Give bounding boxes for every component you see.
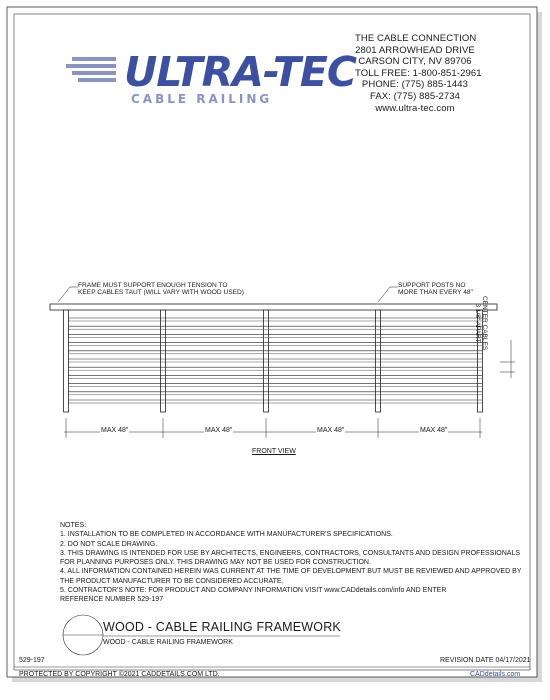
note-item: 1. INSTALLATION TO BE COMPLETED IN ACCORDANCE WITH MANUFACTURER'S SPECIFICATIONS.: [60, 531, 393, 539]
note-item: 3. THIS DRAWING IS INTENDED FOR USE BY ARCHITECTS, ENGINEERS, CONTRACTORS, CONSULTANTS AND DESIGN PROFESSIONALS: [60, 549, 520, 557]
note-item: 4. ALL INFORMATION CONTAINED HEREIN WAS CURRENT AT THE TIME OF DEVELOPMENT BUT MUST BE REVIEWED AND APPROVED BY: [60, 568, 522, 576]
support-post: [376, 310, 381, 412]
dimension-bay-3: MAX 48": [317, 427, 345, 434]
company-fax: FAX: (775) 885-2734: [369, 90, 461, 102]
callout-post-spacing: SUPPORT POSTS NO MORE THAN EVERY 48": [398, 282, 473, 297]
note-item: REFERENCE NUMBER 529-197: [60, 596, 164, 604]
view-label: FRONT VIEW: [252, 448, 296, 455]
revision-date: REVISION DATE 04/17/2021: [440, 657, 531, 664]
company-name: THE CABLE CONNECTION: [355, 33, 477, 44]
drawing-title: WOOD - CABLE RAILING FRAMEWORK: [103, 620, 341, 634]
dimension-bay-2: MAX 48": [205, 427, 233, 434]
company-toll-free: TOLL FREE: 1-800-851-2961: [355, 67, 482, 79]
copyright-notice: PROTECTED BY COPYRIGHT ©2021 CADDETAILS.COM LTD.: [19, 671, 220, 678]
drawing-subtitle: WOOD - CABLE RAILING FRAMEWORK: [103, 639, 233, 646]
note-item: THE PRODUCT MANUFACTURER TO BE CONSIDERED ACCURATE.: [60, 577, 284, 585]
note-item: 2. DO NOT SCALE DRAWING.: [60, 540, 158, 548]
note-item: FOR PLANNING PURPOSES ONLY. THIS DRAWING MAY NOT BE USED FOR CONSTRUCTION.: [60, 559, 371, 567]
company-city: CARSON CITY, NV 89706: [358, 56, 472, 68]
callout-frame-tension: FRAME MUST SUPPORT ENOUGH TENSION TO KEEP CABLES TAUT (WILL VARY WITH WOOD USED): [78, 282, 244, 297]
reference-number: 529-197: [19, 657, 45, 664]
support-post: [64, 310, 69, 412]
notes-heading: NOTES:: [60, 522, 87, 529]
cad-details-link[interactable]: CADdetails.com: [470, 671, 521, 678]
callout-cable-spacing: CENTER CABLES 3 1/8" APART: [474, 296, 488, 351]
company-website[interactable]: www.ultra-tec.com: [375, 102, 455, 114]
note-item: 5. CONTRACTOR'S NOTE: FOR PRODUCT AND COMPANY INFORMATION VISIT www.CADdetails.com/info AND ENTER: [60, 587, 447, 595]
brand-logo: ULTRA-TEC: [124, 48, 356, 96]
brand-tagline: CABLE RAILING: [131, 92, 273, 106]
support-post: [161, 310, 166, 412]
company-phone: PHONE: (775) 885-1443: [361, 79, 469, 91]
support-post: [264, 310, 269, 412]
company-info: [355, 33, 482, 114]
dimension-bay-1: MAX 48": [101, 427, 129, 434]
company-street: 2801 ARROWHEAD DRIVE: [355, 44, 475, 56]
dimension-bay-4: MAX 48": [420, 427, 448, 434]
top-rail: [50, 304, 497, 310]
general-notes: [60, 521, 521, 605]
